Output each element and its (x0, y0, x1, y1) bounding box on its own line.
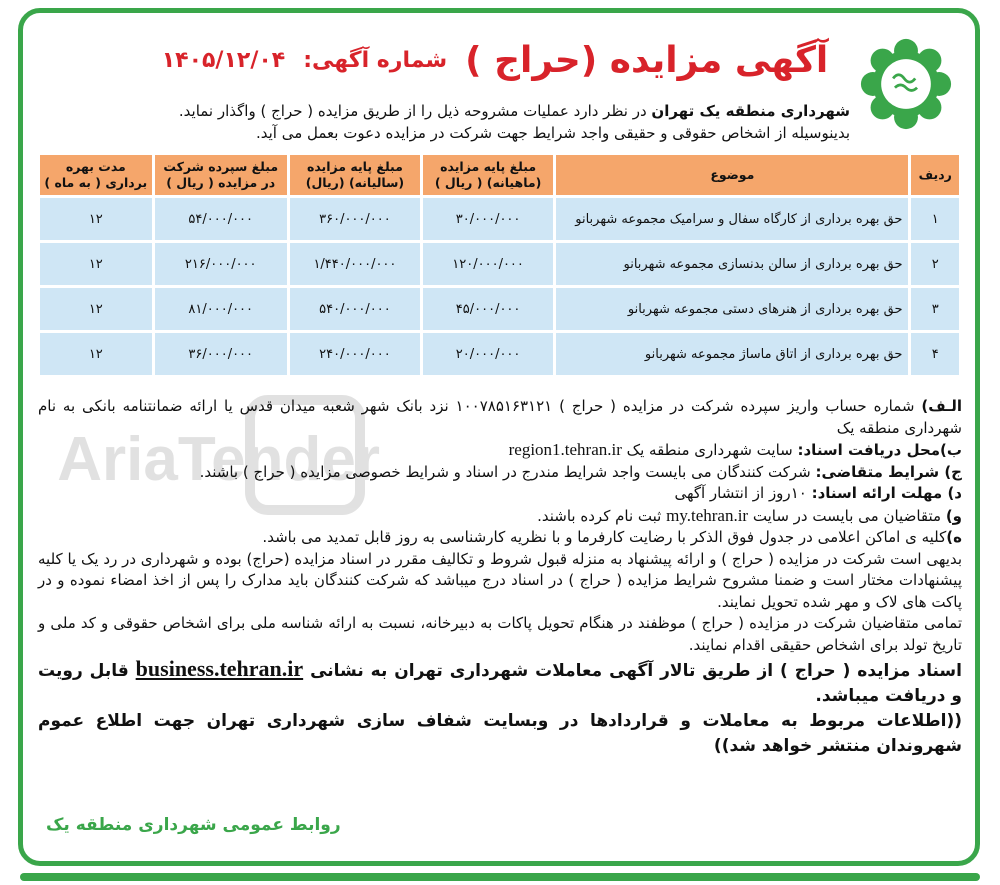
ad-number-label: شماره آگهی: (303, 47, 448, 73)
clause-vav-text-2: ثبت نام کرده باشند. (537, 506, 667, 525)
intro-line2: بدینوسیله از اشخاص حقوقی و حقیقی واجد شرایط جهت شرکت در مزایده دعوت بعمل می آید. (255, 124, 850, 142)
header-duration: مدت بهره برداری ( به ماه ) (40, 155, 152, 195)
clause-dal-label: د) مهلت ارائه اسناد: (811, 484, 962, 502)
table-row (40, 333, 959, 375)
bottom-divider (20, 873, 980, 881)
cell-subject: حق بهره برداری از هنرهای دستی مجموعه شهربانو (556, 288, 908, 330)
cell-row-number: ۲ (911, 243, 959, 285)
ad-number: ۱۴۰۵/۱۲/۰۴ (161, 47, 286, 73)
intro-text (38, 100, 850, 144)
cell-duration: ۱۲ (40, 198, 152, 240)
cell-subject: حق بهره برداری از سالن بدنسازی مجموعه شهربانو (556, 243, 908, 285)
table-header-row (40, 155, 959, 195)
clause-be (38, 439, 962, 462)
clause-dal-text: ۱۰روز از انتشار آگهی (674, 484, 812, 502)
cell-yearly-base: ۲۴۰/۰۰۰/۰۰۰ (290, 333, 420, 375)
cell-monthly-base: ۳۰/۰۰۰/۰۰۰ (423, 198, 553, 240)
clause-alef (38, 396, 962, 439)
clause-jim-label: ج) شرایط متقاضی: (815, 462, 962, 481)
clause-dal (38, 483, 962, 505)
paragraph-documents-text-1: اسناد مزایده ( حراج ) از طریق تالار آگهی معاملات شهرداری تهران به نشانی (303, 661, 962, 681)
cell-deposit: ۲۱۶/۰۰۰/۰۰۰ (155, 243, 287, 285)
table-row (40, 288, 959, 330)
header-subject: موضوع (556, 155, 908, 195)
cell-yearly-base: ۱/۴۴۰/۰۰۰/۰۰۰ (290, 243, 420, 285)
cell-yearly-base: ۳۶۰/۰۰۰/۰۰۰ (290, 198, 420, 240)
cell-duration: ۱۲ (40, 243, 152, 285)
cell-subject: حق بهره برداری از اتاق ماساژ مجموعه شهربانو (556, 333, 908, 375)
intro-line1: در نظر دارد عملیات مشروحه ذیل را از طریق مزایده ( حراج ) واگذار نماید. (178, 102, 652, 120)
cell-monthly-base: ۴۵/۰۰۰/۰۰۰ (423, 288, 553, 330)
header-yearly-base: مبلغ پایه مزایده (سالیانه) (ریال) (290, 155, 420, 195)
cell-duration: ۱۲ (40, 333, 152, 375)
watermark-text: AriaTender (57, 425, 380, 494)
auction-items-table (37, 152, 962, 378)
notice-body (38, 396, 962, 759)
notice-header (140, 32, 850, 88)
clause-vav-label: و) (945, 506, 962, 525)
business-tehran-site-link[interactable]: business.tehran.ir (135, 656, 304, 681)
public-relations-signature: روابط عمومی شهرداری منطقه یک (46, 815, 341, 835)
cell-row-number: ۱ (911, 198, 959, 240)
clause-jim (38, 462, 962, 484)
notice-title: آگهی مزایده (حراج ) (465, 39, 829, 81)
clause-be-label: ب)محل دریافت اسناد: (797, 441, 962, 459)
paragraph-terms: بدیهی است شرکت در مزایده ( حراج ) و ارائه پیشنهاد به منزله قبول شروط و تکالیف مقرر در اسناد مزایده (حراج) بوده و شهرداری در رد یک یا کلیه پیشنهادات مختار است و ضمنا مشروح شرایط مزایده ( حراج ) در اسناد درج میباشد که شرکت کنندگان باید مدارک را پس از اخذ امضاء نموده و در پاکت های لاک و مهر شده تحویل نمایند. (38, 549, 962, 611)
paragraph-documents (38, 656, 962, 709)
header-monthly-base: مبلغ پایه مزایده (ماهیانه) ( ریال ) (423, 155, 553, 195)
cell-deposit: ۳۶/۰۰۰/۰۰۰ (155, 333, 287, 375)
tehran-municipality-logo-icon (860, 38, 952, 130)
clause-he (38, 527, 962, 549)
region1-site-link[interactable]: region1.tehran.ir (508, 440, 622, 459)
clause-vav-text-1: متقاضیان می بایست در سایت (748, 506, 946, 525)
clause-be-text: سایت شهرداری منطقه یک (621, 441, 798, 459)
paragraph-documents-text-2: قابل رویت و دریافت میباشد. (38, 661, 962, 706)
intro-org: شهرداری منطقه یک تهران (651, 102, 850, 120)
header-row-number: ردیف (911, 155, 959, 195)
paragraph-applicants: تمامی متقاضیان شرکت در مزایده ( حراج ) موظفند در هنگام تحویل پاکات به دبیرخانه، نسبت به ارائه شناسه ملی برای اشخاص حقوقی و کد ملی و تاریخ تولد برای اشخاص حقیقی اقدام نمایند. (38, 614, 962, 654)
clause-he-text: کلیه ی اماکن اعلامی در جدول فوق الذکر با رضایت کارفرما و با نظریه کارشناسی به روز قابل تمدید می باشد. (262, 528, 947, 546)
header-deposit: مبلغ سپرده شرکت در مزایده ( ریال ) (155, 155, 287, 195)
table-row (40, 198, 959, 240)
cell-yearly-base: ۵۴۰/۰۰۰/۰۰۰ (290, 288, 420, 330)
clause-alef-label: الـف) (921, 397, 962, 415)
cell-deposit: ۵۴/۰۰۰/۰۰۰ (155, 198, 287, 240)
cell-monthly-base: ۲۰/۰۰۰/۰۰۰ (423, 333, 553, 375)
clause-alef-text: شماره حساب واریز سپرده شرکت در مزایده ( حراج ) ۱۰۰۷۸۵۱۶۳۱۲۱ نزد بانک شهر شعبه میدان قدس یا ارائه ضمانتنامه بانکی به نام شهرداری منطقه یک (38, 397, 962, 437)
cell-duration: ۱۲ (40, 288, 152, 330)
my-tehran-site-link[interactable]: my.tehran.ir (666, 505, 749, 525)
clause-he-label: ه) (946, 528, 962, 546)
cell-deposit: ۸۱/۰۰۰/۰۰۰ (155, 288, 287, 330)
cell-subject: حق بهره برداری از کارگاه سفال و سرامیک مجموعه شهربانو (556, 198, 908, 240)
cell-monthly-base: ۱۲۰/۰۰۰/۰۰۰ (423, 243, 553, 285)
cell-row-number: ۴ (911, 333, 959, 375)
cell-row-number: ۳ (911, 288, 959, 330)
table-row (40, 243, 959, 285)
paragraph-transparency: ((اطلاعات مربوط به معاملات و قراردادها در وبسایت شفاف سازی شهرداری تهران جهت اطلاع عموم شهروندان منتشر خواهد شد)) (38, 711, 962, 756)
clause-jim-text: شرکت کنندگان می بایست واجد شرایط مندرج در اسناد و شرایط خصوصی مزایده ( حراج ) باشند. (199, 462, 816, 481)
clause-vav (38, 505, 962, 528)
